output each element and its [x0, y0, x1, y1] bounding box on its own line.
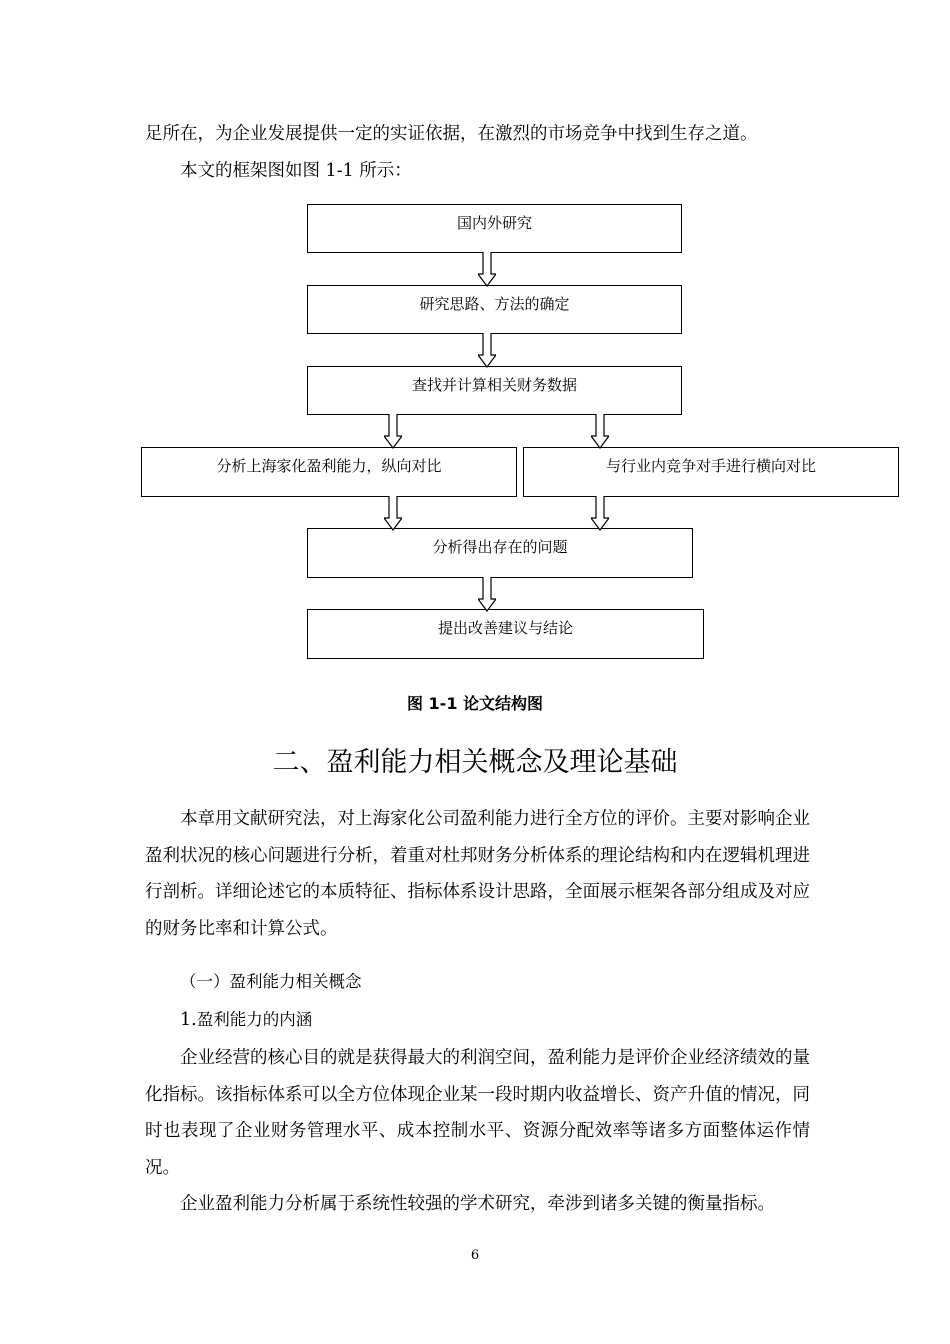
flow-box-research-method: 研究思路、方法的确定 — [307, 285, 682, 334]
down-arrow-icon — [478, 333, 496, 369]
down-arrow-icon — [591, 414, 609, 450]
down-arrow-icon — [384, 414, 402, 450]
subsection-title: 盈利能力的内涵 — [196, 1010, 313, 1029]
chapter-title: 二、盈利能力相关概念及理论基础 — [272, 747, 678, 778]
subsection-heading — [180, 1006, 845, 1030]
flow-box-suggestions: 提出改善建议与结论 — [307, 609, 704, 659]
down-arrow-icon — [478, 252, 496, 288]
page-number: 6 — [470, 1248, 480, 1263]
figure-caption: 图 1-1 论文结构图 — [406, 694, 544, 713]
flow-box-horizontal-comparison: 与行业内竞争对手进行横向对比 — [523, 447, 899, 497]
intro-line-1: 足所在，为企业发展提供一定的实证依据，在激烈的市场竞争中找到生存之道。 — [145, 124, 758, 144]
flow-box-vertical-analysis: 分析上海家化盈利能力，纵向对比 — [141, 447, 517, 497]
down-arrow-icon — [384, 496, 402, 532]
section-heading: （一）盈利能力相关概念 — [180, 972, 362, 991]
chapter-intro-paragraph: 本章用文献研究法，对上海家化公司盈利能力进行全方位的评价。主要对影响企业盈利状况的核心问题进行分析，着重对杜邦财务分析体系的理论结构和内在逻辑机理进行剖析。详细论述它的本质特征、指标体系设计思路，全面展示框架各部分组成及对应的财务比率和计算公式。 — [145, 809, 810, 939]
body-paragraph-2: 企业盈利能力分析属于系统性较强的学术研究，牵涉到诸多关键的衡量指标。 — [180, 1194, 775, 1214]
flow-box-financial-data: 查找并计算相关财务数据 — [307, 366, 682, 415]
down-arrow-icon — [478, 577, 496, 613]
body-paragraph-1: 企业经营的核心目的就是获得最大的利润空间，盈利能力是评价企业经济绩效的量化指标。该指标体系可以全方位体现企业某一段时期内收益增长、资产升值的情况，同时也表现了企业财务管理水平、成本控制水平、资源分配效率等诸多方面整体运作情况。 — [145, 1048, 810, 1178]
intro-line-2: 本文的框架图如图 1-1 所示： — [180, 161, 412, 181]
flow-box-problems: 分析得出存在的问题 — [307, 528, 693, 578]
subsection-number: 1. — [180, 1010, 197, 1030]
flow-box-domestic-foreign-research: 国内外研究 — [307, 204, 682, 253]
down-arrow-icon — [591, 496, 609, 532]
